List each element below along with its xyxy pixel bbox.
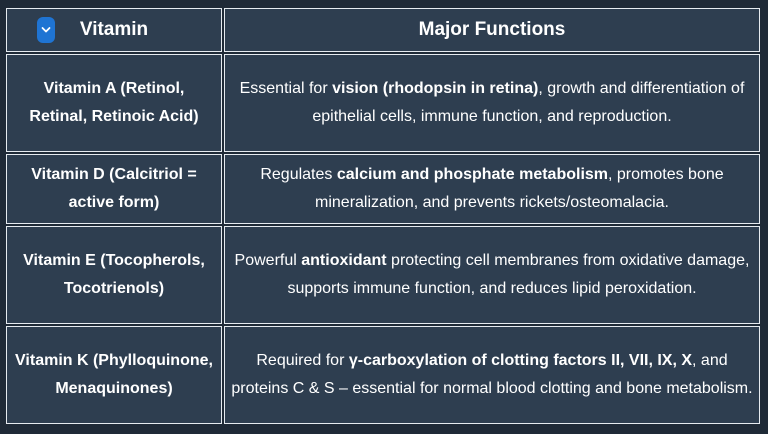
table-header-row [6, 8, 760, 52]
vitamin-name-cell: Vitamin A (Retinol, Retinal, Retinoic Acid) [6, 54, 222, 152]
vitamin-name-cell: Vitamin E (Tocopherols, Tocotrienols) [6, 226, 222, 324]
function-text: Powerful [234, 252, 302, 269]
function-cell [224, 54, 760, 152]
sort-button[interactable] [37, 17, 55, 43]
function-cell [224, 226, 760, 324]
table-row [6, 226, 760, 324]
function-text: , and proteins C & S – essential for normal blood clotting and bone metabolism. [231, 352, 753, 397]
chevron-down-icon [41, 26, 51, 34]
table-row [6, 54, 760, 152]
vitamin-name-cell: Vitamin D (Calcitriol = active form) [6, 154, 222, 224]
function-text: , promotes bone mineralization, and prevents rickets/osteomalacia. [315, 166, 724, 211]
function-text: Essential for [239, 80, 333, 97]
column-header-vitamin[interactable] [6, 8, 222, 52]
vitamin-table [4, 6, 762, 426]
function-highlight: antioxidant [301, 252, 387, 269]
function-cell [224, 326, 760, 424]
column-header-functions[interactable] [224, 8, 760, 52]
function-text: Regulates [260, 166, 337, 183]
function-highlight: calcium and phosphate metabolism [336, 166, 609, 183]
function-highlight: vision (rhodopsin in retina) [332, 80, 539, 97]
column-header-functions-label: Major Functions [418, 19, 566, 40]
function-highlight: γ-carboxylation of clotting factors II, VII, IX, X [348, 352, 693, 369]
column-header-vitamin-label: Vitamin [79, 19, 149, 40]
table-row [6, 154, 760, 224]
table-row [6, 326, 760, 424]
function-text: protecting cell membranes from oxidative damage, supports immune function, and reduces lipid peroxidation. [287, 252, 750, 297]
function-cell [224, 154, 760, 224]
vitamin-name-cell: Vitamin K (Phylloquinone, Menaquinones) [6, 326, 222, 424]
function-text: , growth and differentiation of epithelial cells, immune function, and reproduction. [312, 80, 745, 125]
function-text: Required for [256, 352, 349, 369]
